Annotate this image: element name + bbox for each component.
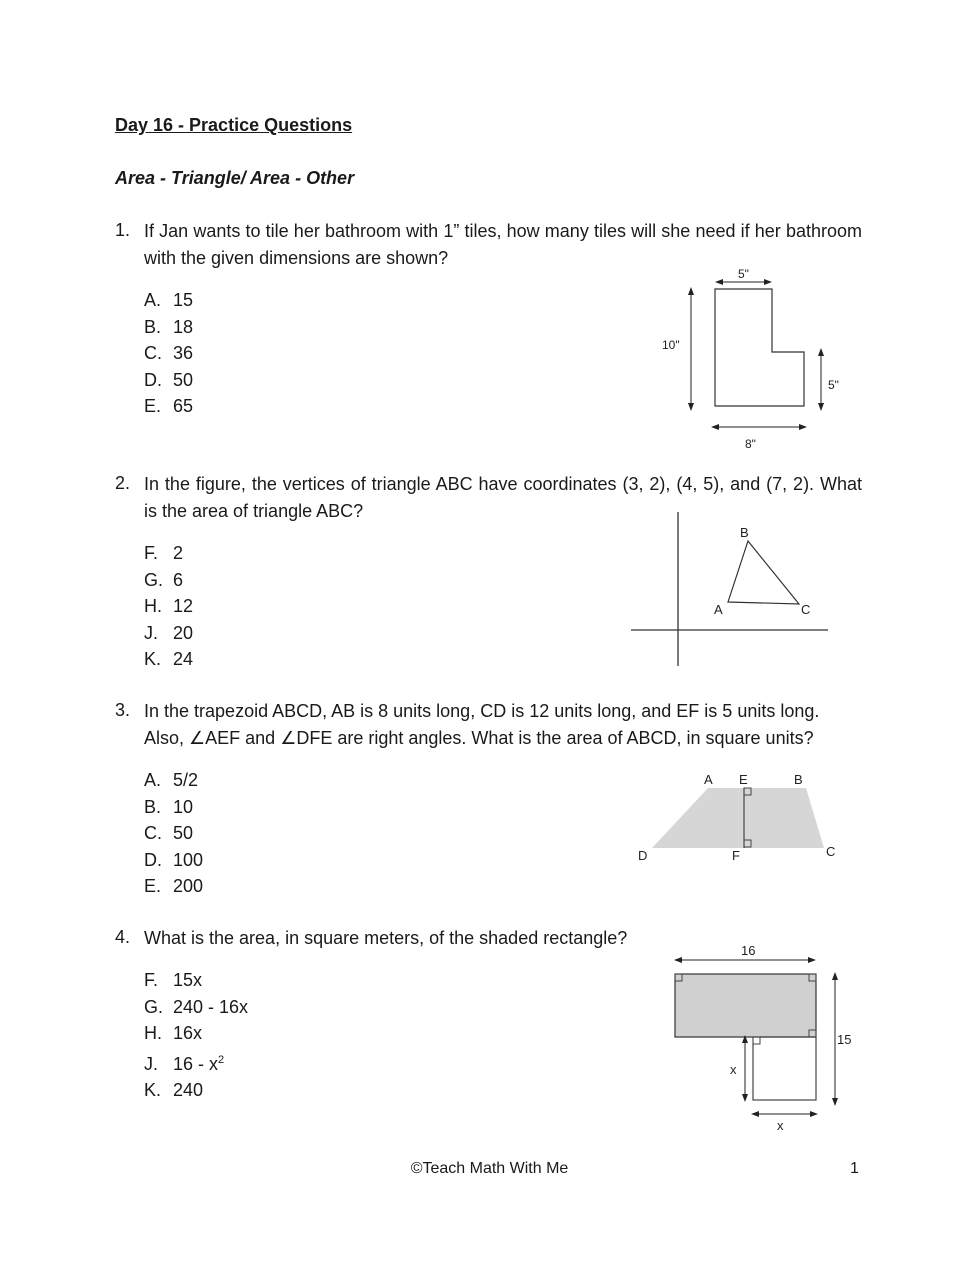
option-value: 18 (173, 316, 194, 337)
option (144, 1077, 248, 1104)
option-letter: J. (144, 622, 159, 643)
option (144, 1020, 248, 1047)
option (144, 340, 193, 367)
option-value: 15 (173, 290, 194, 310)
label-left: 10" (662, 338, 680, 352)
trapezoid-abcd (652, 788, 824, 848)
vertex-c-label: C (826, 844, 836, 859)
vertex-b-label: B (740, 525, 749, 540)
option (144, 1047, 248, 1078)
option-value: 50 (173, 823, 194, 843)
section-subtitle: Area - Triangle/ Area - Other (115, 168, 355, 188)
option (144, 994, 248, 1021)
l-shape-outline (715, 289, 804, 406)
triangle-abc (728, 541, 799, 604)
option (144, 314, 193, 341)
label-top: 5" (738, 267, 749, 281)
option-value: 10 (173, 796, 194, 817)
option-letter: C. (144, 823, 162, 843)
vertex-c-label: C (801, 602, 811, 617)
option (144, 967, 248, 994)
trapezoid-figure (630, 768, 845, 868)
option-letter: A. (144, 770, 162, 790)
option-letter: G. (144, 569, 164, 590)
option-value: 6 (173, 569, 184, 590)
option-letter: F. (144, 970, 159, 990)
right-angle-marker (753, 1037, 760, 1044)
point-e-label: E (739, 772, 748, 787)
option-letter: F. (144, 543, 159, 563)
option-value: 65 (173, 396, 194, 416)
option-letter: C. (144, 343, 162, 363)
option-value: 24 (173, 649, 194, 669)
footer-copyright: ©Teach Math With Me (410, 1160, 569, 1177)
option-value: 15x (173, 970, 203, 990)
question-4-options (144, 967, 248, 1104)
label-top: 16 (741, 943, 756, 958)
label-bottom: x (777, 1118, 784, 1133)
option-value: 16x (173, 1023, 203, 1043)
option (144, 873, 203, 900)
option (144, 593, 193, 620)
label-right: 5" (828, 378, 839, 392)
shaded-rectangle (675, 974, 816, 1037)
option-value: 36 (173, 343, 194, 363)
option-letter: B. (144, 316, 162, 337)
option-letter: J. (144, 1053, 159, 1074)
option-letter: B. (144, 796, 162, 817)
label-right: 15 (837, 1032, 852, 1047)
option-letter: D. (144, 849, 162, 870)
question-2-options (144, 540, 193, 673)
option-value: 240 - 16x (173, 996, 249, 1017)
option-value: 5/2 (173, 770, 199, 790)
option (144, 820, 203, 847)
question-4-text: What is the area, in square meters, of the shaded rectangle? (144, 928, 628, 948)
question-3-text-line1: In the trapezoid ABCD, AB is 8 units long, CD is 12 units long, and EF is 5 units long. (144, 701, 820, 721)
option-value: 50 (173, 369, 194, 390)
option-letter: H. (144, 1023, 162, 1043)
label-bottom: 8" (745, 437, 756, 451)
page-number: 1 (850, 1160, 859, 1177)
option-value: 16 - x (173, 1053, 219, 1074)
question-3-number: 3. (115, 700, 131, 720)
option (144, 767, 203, 794)
option (144, 393, 193, 420)
vertex-d-label: D (638, 848, 648, 863)
question-3-options (144, 767, 203, 900)
option (144, 620, 193, 647)
option-letter: D. (144, 369, 162, 390)
unshaded-square (753, 1037, 816, 1100)
option-letter: A. (144, 290, 162, 310)
option-value: 200 (173, 876, 204, 896)
l-shape-figure (650, 262, 860, 454)
vertex-b-label: B (794, 772, 803, 787)
question-3-text (144, 698, 862, 751)
option-letter: E. (144, 396, 162, 416)
shaded-rectangle-figure (660, 940, 860, 1135)
option-value: 2 (173, 543, 184, 563)
option-value: 100 (173, 849, 204, 870)
option-letter: K. (144, 649, 162, 669)
option-letter: H. (144, 596, 162, 616)
option (144, 567, 193, 594)
vertex-a-label: A (704, 772, 713, 787)
option (144, 287, 193, 314)
question-4-number: 4. (115, 927, 131, 947)
page-title: Day 16 - Practice Questions (115, 115, 353, 135)
question-1-options (144, 287, 193, 420)
option (144, 847, 203, 874)
question-2-number: 2. (115, 473, 131, 493)
triangle-coordinate-figure (628, 510, 833, 670)
option-value: 240 (173, 1080, 204, 1100)
option-value: 12 (173, 596, 194, 616)
option-letter: G. (144, 996, 164, 1017)
option (144, 367, 193, 394)
vertex-a-label: A (714, 602, 723, 617)
question-2-text: In the figure, the vertices of triangle ABC have coordinates (3, 2), (4, 5), and (7, 2). What is the area of triangle ABC? (144, 474, 862, 521)
question-1-number: 1. (115, 220, 131, 240)
label-left: x (730, 1062, 737, 1077)
question-3-text-line2: Also, ∠AEF and ∠DFE are right angles. What is the area of ABCD, in square units? (144, 727, 814, 748)
option-value: 20 (173, 622, 194, 643)
option-letter: K. (144, 1080, 162, 1100)
option (144, 794, 203, 821)
question-1-text: If Jan wants to tile her bathroom with 1” tiles, how many tiles will she need if her bathroom with the given dimensions are shown? (144, 221, 862, 268)
option-superscript: 2 (218, 1053, 225, 1066)
option (144, 646, 193, 673)
option-letter: E. (144, 876, 162, 896)
point-f-label: F (732, 848, 740, 863)
option (144, 540, 193, 567)
